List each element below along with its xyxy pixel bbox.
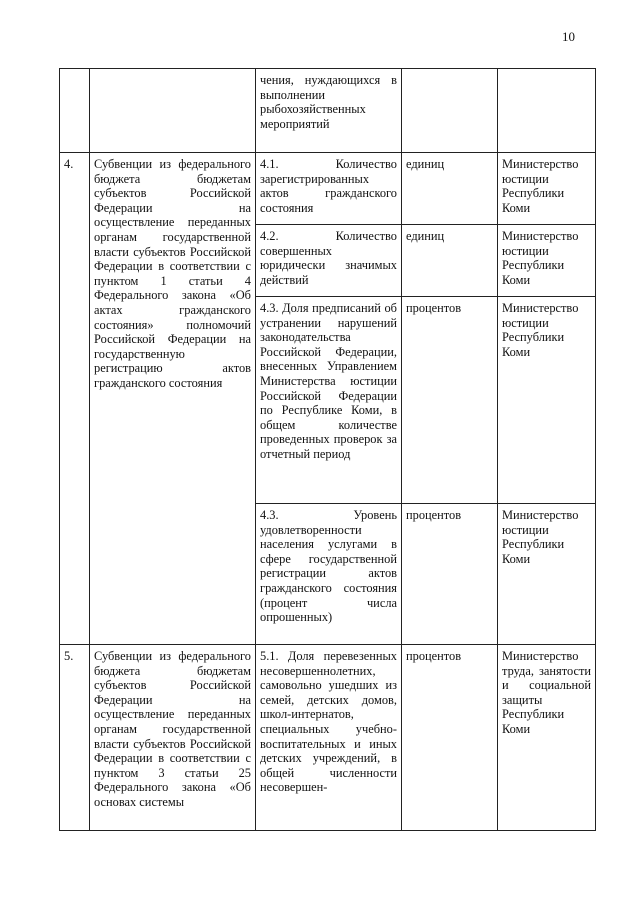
unit-cell: единиц [402,153,498,225]
indicators-table [59,68,596,831]
subject-cell: Субвенции из федерального бюджета бюджетам субъектов Российской Федерации на осуществление переданных органам государственной власти субъектов Российской Федерации в соответствии с пунктом 1 статьи 4 Федерального закона «Об актах гражданского состояния» полномочий Российской Федерации на государственную регистрацию актов гражданского состояния [90,153,256,645]
subject-cell [90,69,256,153]
unit-cell: процентов [402,297,498,504]
indicator-cell: 4.1. Количество зарегистрированных актов гражданского состояния [256,153,402,225]
row-number-cell [60,69,90,153]
responsible-cell: Министерство юстиции Республики Коми [498,504,596,645]
row-number-cell: 5. [60,645,90,831]
page-number: 10 [562,29,575,44]
indicator-cell: чения, нуждающихся в выполнении рыбохозяйственных мероприятий [256,69,402,153]
responsible-cell: Министерство юстиции Республики Коми [498,225,596,297]
unit-cell: процентов [402,504,498,645]
indicator-cell: 4.3. Уровень удовлетворенности населения услугами в сфере государственной регистрации актов гражданского состояния (процент числа опрошенных) [256,504,402,645]
unit-cell: процентов [402,645,498,831]
responsible-cell: Министерство труда, занятости и социальной защиты Республики Коми [498,645,596,831]
table-row [60,645,596,831]
table-row [60,69,596,153]
responsible-cell: Министерство юстиции Республики Коми [498,297,596,504]
unit-cell [402,69,498,153]
unit-cell: единиц [402,225,498,297]
indicator-cell: 4.3. Доля предписаний об устранении нарушений законодательства Российской Федерации, внесенных Управлением Министерства юстиции Российской Федерации по Республике Коми, в общем количестве проведенных проверок за отчетный период [256,297,402,504]
subject-cell: Субвенции из федерального бюджета бюджетам субъектов Российской Федерации на осуществление переданных органам государственной власти субъектов Российской Федерации в соответствии с пунктом 3 статьи 25 Федерального закона «Об основах системы [90,645,256,831]
row-number-cell: 4. [60,153,90,645]
responsible-cell: Министерство юстиции Республики Коми [498,153,596,225]
indicator-cell: 4.2. Количество совершенных юридически значимых действий [256,225,402,297]
table-row [60,153,596,225]
responsible-cell [498,69,596,153]
indicator-cell: 5.1. Доля перевезенных несовершеннолетних, самовольно ушедших из семей, детских домов, школ-интернатов, специальных учебно-воспитательных и иных детских учреждений, в общей численности несовершен- [256,645,402,831]
